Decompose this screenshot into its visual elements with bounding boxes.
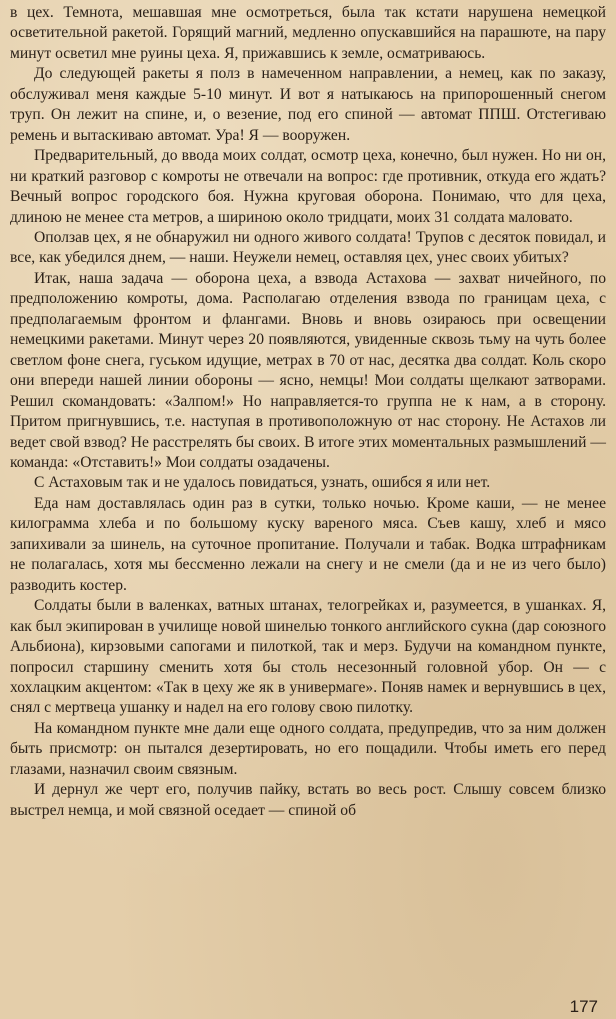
page-number: 177 [569,997,598,1016]
paragraph-6: С Астаховым так и не удалось повидаться, узнать, ошибся я или нет. [34,474,491,492]
body-text [10,3,606,821]
paragraph-5: Итак, наша задача — оборона цеха, а взвода Астахова — захват ничейного, по предположению комроты, дома. Располагаю отделения взвода по границам цеха, с предполагаемым фронтом и флангами. Вновь и вновь озираюсь при освещении немецкими ракетами. Минут через 20 появляются, увиденные сквозь тьму на чуть более светлом фоне снега, гуськом идущие, метрах в 70 от нас, десятка два солдат. Коль скоро они впереди нашей линии обороны — ясно, немцы! Мои солдаты щелкают затворами. Решил скомандовать: «Залпом!» Но направляется-то группа не к нам, а в сторону. Притом пригнувшись, т.е. наступая в противоположную от нас сторону. Не Астахов ли ведет свой взвод? Не расстрелять бы своих. В итоге этих моментальных размышлений — команда: «Отставить!» Мои солдаты озадачены. [10,269,606,471]
paragraph-8: Солдаты были в валенках, ватных штанах, телогрейках и, разумеется, в ушанках. Я, как был экипирован в училище новой шинелью тонкого английского сукна (дар союзного Альбиона), кирзовыми сапогами и пилоткой, так и мерз. Будучи на командном пункте, попросил старшину сменить хотя бы столь несезонный головной убор. Он — с хохлацким акцентом: «Так в цеху же як в универмаге». Поняв намек и вернувшись в цех, снял с мертвеца ушанку и надел на его голову свою пилотку. [10,597,606,717]
paragraph-9: На командном пункте мне дали еще одного солдата, предупредив, что за ним должен быть присмотр: он пытался дезертировать, но его пощадили. Чтобы иметь его перед глазами, назначил своим связным. [10,719,606,778]
paragraph-7: Еда нам доставлялась один раз в сутки, только ночью. Кроме каши, — не менее килограмма хлеба и по большому куску вареного мяса. Съев кашу, хлеб и мясо запихивали за шинель, на суточное пропитание. Получали и табак. Водка штрафникам не полагалась, хотя мы бессменно лежали на снегу и не смели (да и не из чего было) разводить костер. [10,494,606,594]
paragraph-1: в цех. Темнота, мешавшая мне осмотреться, была так кстати нарушена немецкой осветительной ракетой. Горящий магний, медленно опускавшийся на парашюте, на пару минут осветил мне руины цеха. Я, прижавшись к земле, осматриваюсь. [10,4,606,62]
paragraph-4: Оползав цех, я не обнаружил ни одного живого солдата! Трупов с десяток повидал, и все, как убедился днем, — наши. Неужели немец, оставляя цех, унес своих убитых? [10,228,606,267]
paragraph-3: Предварительный, до ввода моих солдат, осмотр цеха, конечно, был нужен. Но ни он, ни краткий разговор с комроты не отвечали на вопрос: где противник, откуда его ждать? Вечный вопрос городского боя. Нужна круговая оборона. Понимаю, что для цеха, длиною не менее ста метров, а шириною около тридцати, моих 31 солдата маловато. [10,147,606,226]
paragraph-2: До следующей ракеты я полз в намеченном направлении, а немец, как по заказу, обслуживал меня каждые 5-10 минут. И вот я натыкаюсь на припорошенный снегом труп. Он лежит на спине, и, о везение, под его спиной — автомат ППШ. Отстегиваю ремень и вытаскиваю автомат. Ура! Я — вооружен. [10,65,606,144]
paragraph-10: И дернул же черт его, получив пайку, встать во весь рост. Слышу совсем близко выстрел немца, и мой связной оседает — спиной об [10,781,606,819]
